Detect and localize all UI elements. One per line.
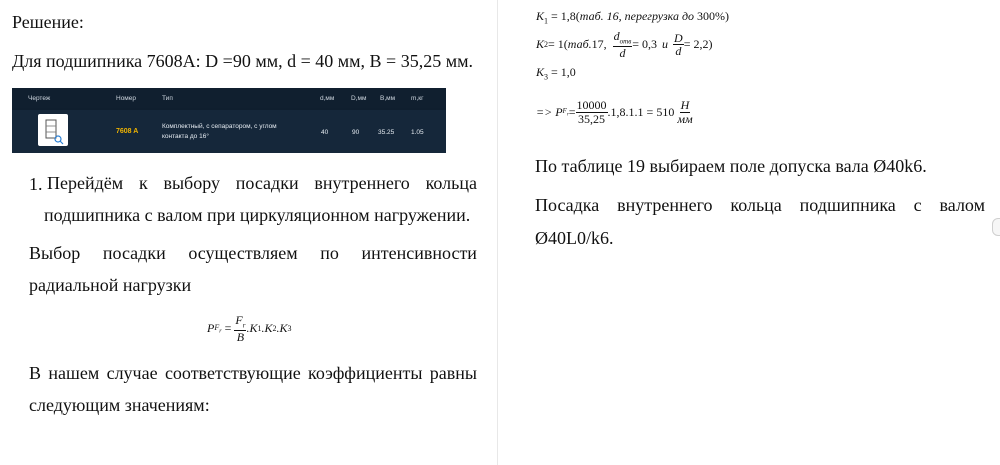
bearing-type-line1: Комплектный, с сепаратором, с углом <box>162 123 277 130</box>
list-item-line1: Перейдём к выбору посадки внутреннего кольца <box>47 173 477 193</box>
cell-D: 90 <box>352 129 360 136</box>
header-drawing: Чертеж <box>28 95 51 102</box>
header-B: B,мм <box>380 95 396 102</box>
cell-d: 40 <box>321 129 329 136</box>
k2-formula: K 2 = 1( таб. 17, $\frac{d_{отв}}{d}$ = 0,3 и $\frac{D}{d}$ = 2,2) <box>536 29 713 60</box>
column-divider <box>497 0 498 465</box>
load-intensity-formula: P $F_r$ = $\frac{F_r}{B}$ .K 1 .K 2 .K 3 <box>207 313 292 344</box>
bearing-type-line2: контакта до 16° <box>162 133 209 140</box>
paragraph-coeffs-line1: В нашем случае соответствующие коэффициенты равны <box>29 363 477 383</box>
solution-heading: Решение: <box>12 12 84 32</box>
paragraph-load-line2: радиальной нагрузки <box>29 275 192 295</box>
scroll-handle[interactable] <box>992 218 1000 236</box>
fit-text-line1: Посадка внутреннего кольца подшипника с валом <box>535 195 985 215</box>
header-type: Тип <box>162 95 173 102</box>
header-D: D,мм <box>351 95 367 102</box>
header-number: Номер <box>116 95 137 102</box>
k3-formula: $K_3 = 1,0$ <box>536 65 576 82</box>
cell-B: 35.25 <box>378 129 395 136</box>
bearing-drawing-thumbnail <box>38 114 68 146</box>
bearing-table-image <box>12 88 446 153</box>
paragraph-load-line1: Выбор посадки осуществляем по интенсивности <box>29 243 477 263</box>
cell-m: 1.05 <box>411 129 424 136</box>
header-m: m,кг <box>411 95 424 102</box>
header-d: d,мм <box>320 95 335 102</box>
bearing-drawing-icon <box>38 114 68 146</box>
paragraph-coeffs-line2: следующим значениям: <box>29 395 210 415</box>
bearing-dimensions: Для подшипника 7608А: D =90 мм, d = 40 мм, B = 35,25 мм. <box>12 51 473 71</box>
fit-text-line2: Ø40L0/k6. <box>535 228 614 248</box>
k1-formula: $K_1 = 1,8(таб$. 16, перегрузка до 300%) <box>536 9 730 26</box>
list-item-number: 1. <box>29 174 43 194</box>
list-item-line2: подшипника с валом при циркуляционном нагружении. <box>44 205 471 225</box>
tolerance-text: По таблице 19 выбираем поле допуска вала Ø40k6. <box>535 156 927 176</box>
bearing-model: 7608 A <box>116 128 139 135</box>
load-result-formula: => P $F_r$ = $\frac{10000}{35,25}$ .1,8.1.1 = 510 $\frac{Н}{мм}$ <box>536 98 693 126</box>
